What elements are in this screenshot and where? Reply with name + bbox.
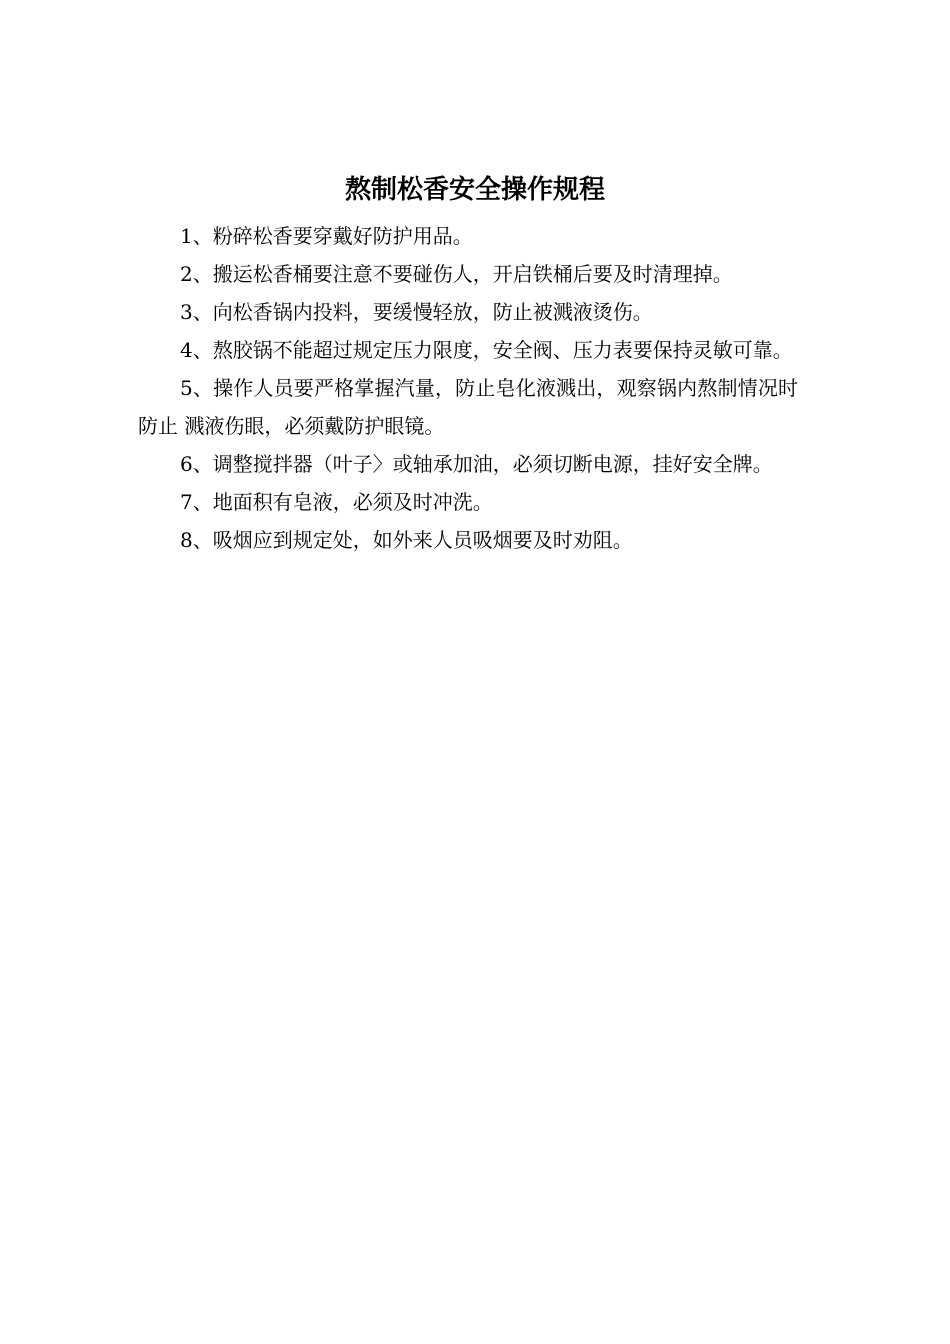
- regulation-item-2: 2、搬运松香桶要注意不要碰伤人，开启铁桶后要及时清理掉。: [180, 262, 733, 286]
- regulation-item-6: 6、调整搅拌器（叶子〉或轴承加油，必须切断电源，挂好安全牌。: [180, 452, 773, 476]
- regulation-item-1: 1、粉碎松香要穿戴好防护用品。: [180, 224, 473, 248]
- regulation-item-4: 4、熬胶锅不能超过规定压力限度，安全阀、压力表要保持灵敏可靠。: [180, 338, 793, 362]
- regulation-list: [138, 217, 798, 559]
- regulation-item-5: 5、操作人员要严格掌握汽量，防止皂化液溅出，观察锅内熬制情况时防止 溅液伤眼，必须戴防护眼镜。: [138, 376, 798, 438]
- document-title: 熬制松香安全操作规程: [344, 175, 605, 205]
- regulation-item-7: 7、地面积有皂液，必须及时冲洗。: [180, 490, 493, 514]
- regulation-item-8: 8、吸烟应到规定处，如外来人员吸烟要及时劝阻。: [180, 528, 633, 552]
- regulation-item-3: 3、向松香锅内投料，要缓慢轻放，防止被溅液烫伤。: [180, 300, 653, 324]
